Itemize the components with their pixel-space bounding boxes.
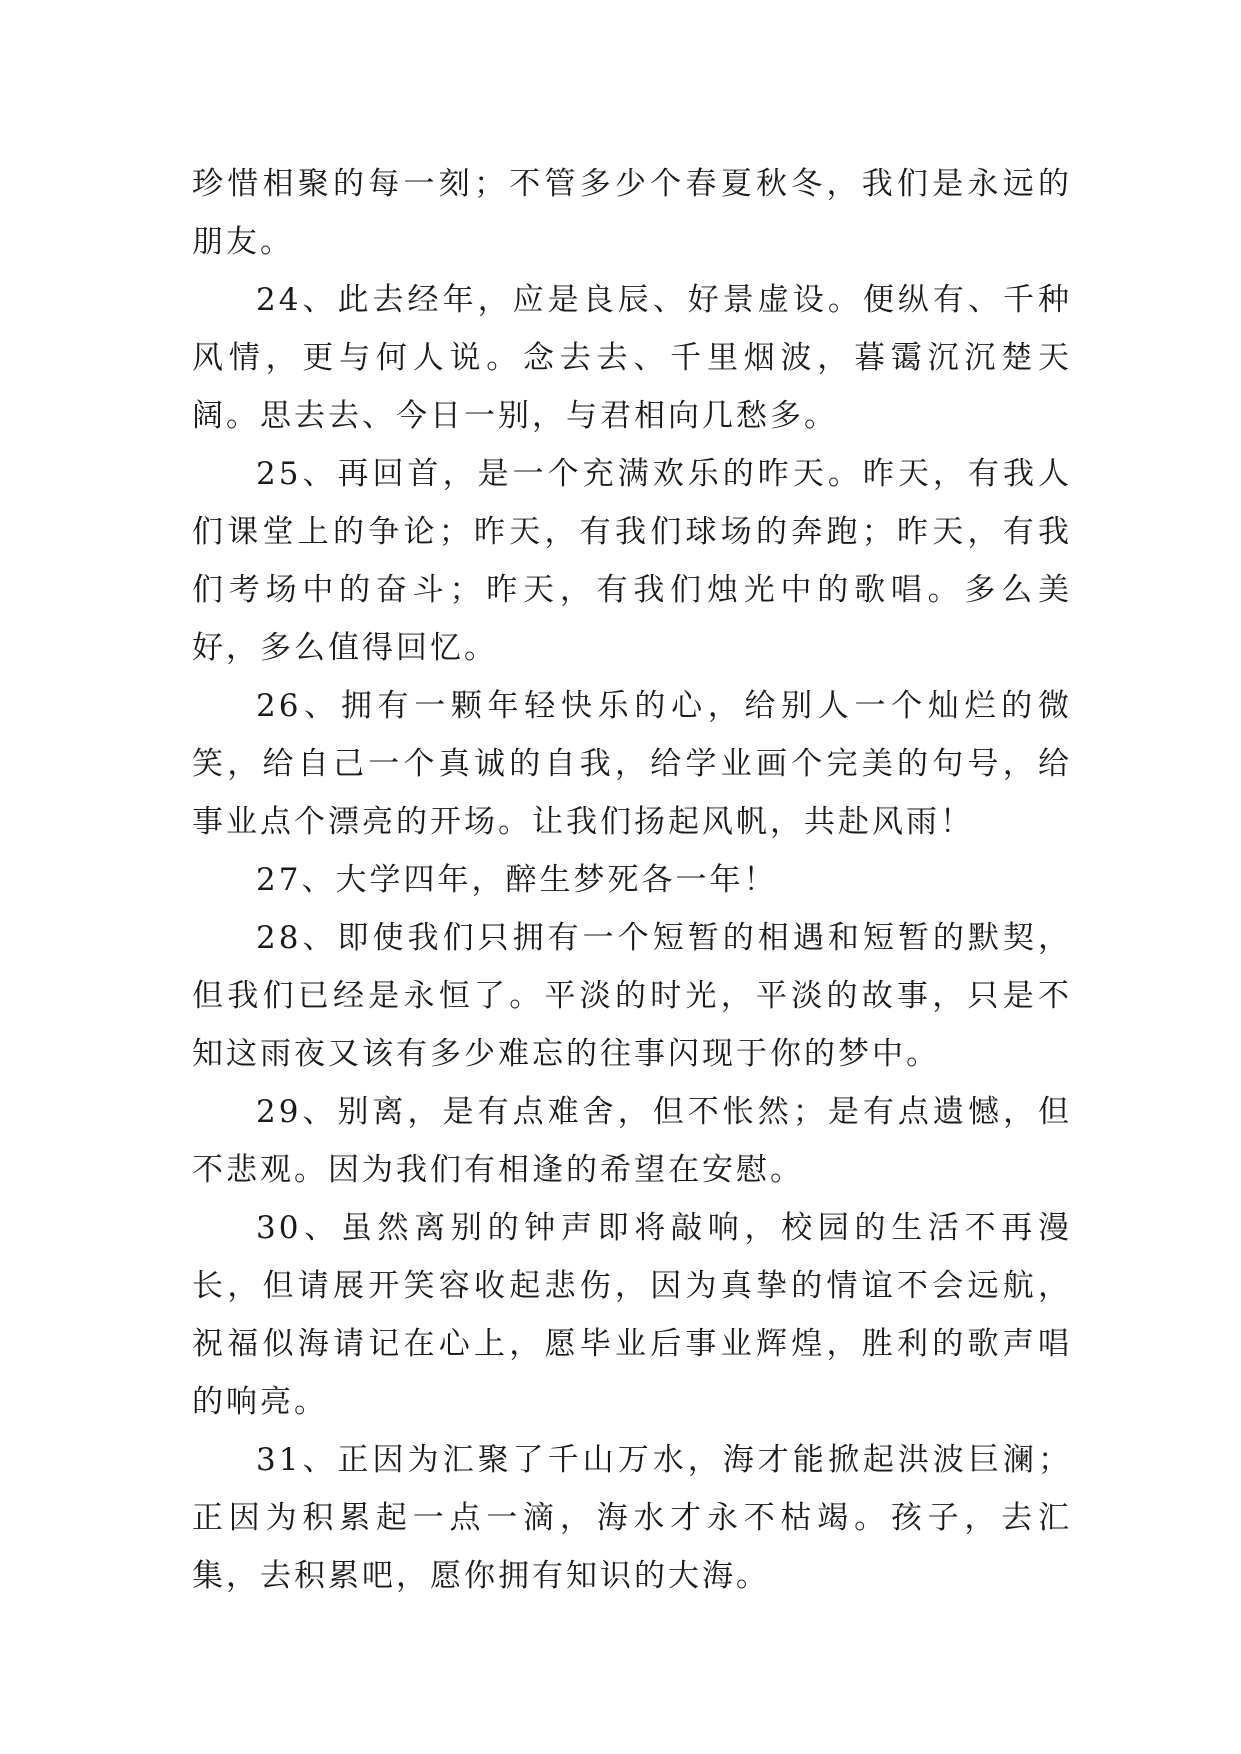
paragraph-29: 29、别离，是有点难舍，但不怅然；是有点遗憾，但不悲观。因为我们有相逢的希望在安慰。 bbox=[192, 1094, 1072, 1188]
paragraph-24: 24、此去经年，应是良辰、好景虚设。便纵有、千种风情，更与何人说。念去去、千里烟波，暮霭沉沉楚天阔。思去去、今日一别，与君相向几愁多。 bbox=[192, 282, 1072, 434]
paragraph-26: 26、拥有一颗年轻快乐的心，给别人一个灿烂的微笑，给自己一个真诚的自我，给学业画个完美的句号，给事业点个漂亮的开场。让我们扬起风帆，共赴风雨！ bbox=[192, 688, 1072, 840]
paragraph-25: 25、再回首，是一个充满欢乐的昨天。昨天，有我人们课堂上的争论；昨天，有我们球场的奔跑；昨天，有我们考场中的奋斗；昨天，有我们烛光中的歌唱。多么美好，多么值得回忆。 bbox=[192, 456, 1072, 666]
paragraph-30: 30、虽然离别的钟声即将敲响，校园的生活不再漫长，但请展开笑容收起悲伤，因为真挚的情谊不会远航，祝福似海请记在心上，愿毕业后事业辉煌，胜利的歌声唱的响亮。 bbox=[192, 1210, 1072, 1420]
paragraph-31: 31、正因为汇聚了千山万水，海才能掀起洪波巨澜；正因为积累起一点一滴，海水才永不枯竭。孩子，去汇集，去积累吧，愿你拥有知识的大海。 bbox=[192, 1442, 1072, 1594]
paragraph-27: 27、大学四年，醉生梦死各一年！ bbox=[256, 862, 778, 898]
paragraph-28: 28、即使我们只拥有一个短暂的相遇和短暂的默契，但我们已经是永恒了。平淡的时光，平淡的故事，只是不知这雨夜又该有多少难忘的往事闪现于你的梦中。 bbox=[192, 920, 1072, 1072]
document-body bbox=[192, 155, 1072, 1605]
paragraph-continuation: 珍惜相聚的每一刻；不管多少个春夏秋冬，我们是永远的朋友。 bbox=[192, 166, 1072, 260]
